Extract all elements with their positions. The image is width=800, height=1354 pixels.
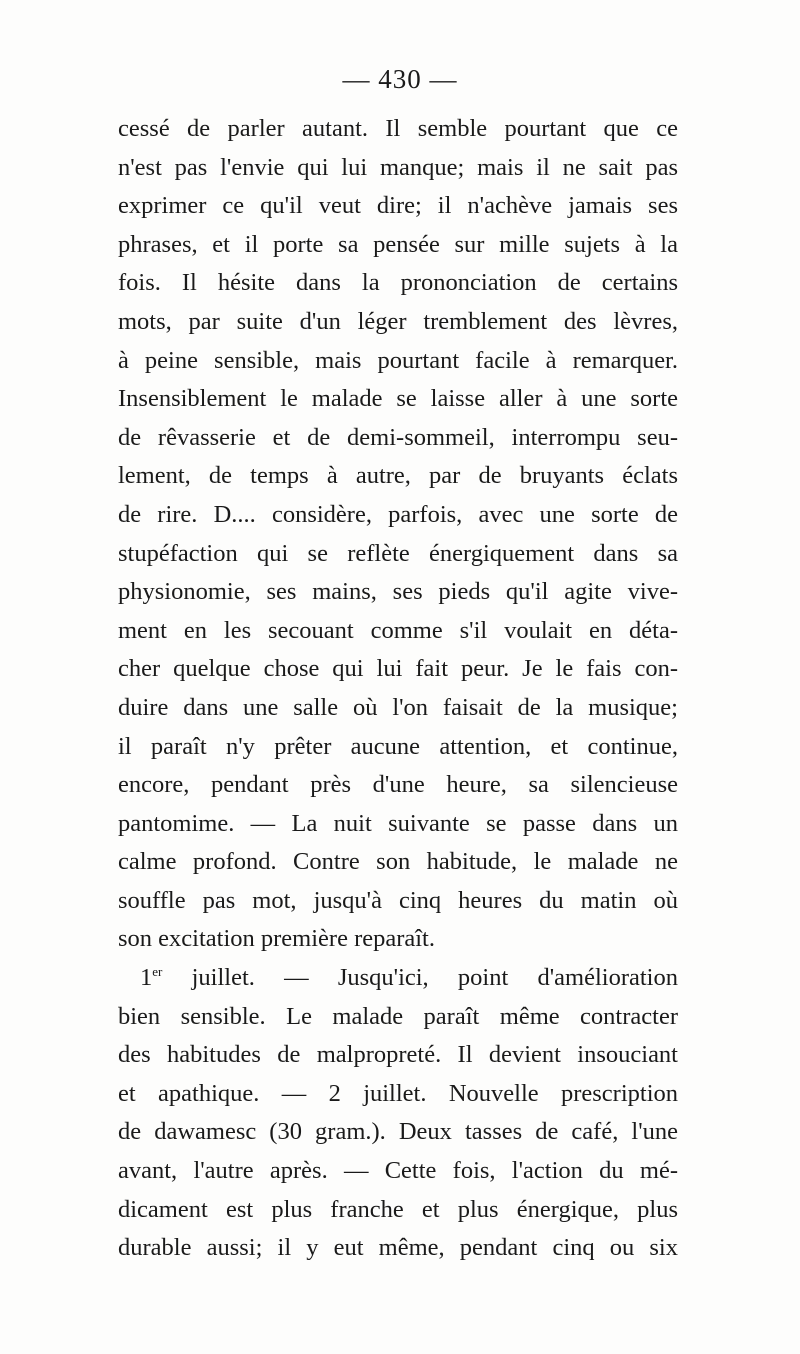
- text-line: duire dans une salle où l'on faisait de la musique;: [118, 693, 678, 721]
- text-line: durable aussi; il y eut même, pendant cinq ou six: [118, 1234, 678, 1262]
- text-line: avant, l'autre après. — Cette fois, l'action du mé-: [118, 1157, 678, 1185]
- text-line: cher quelque chose qui lui fait peur. Je le fais con-: [118, 655, 678, 683]
- date-line-text: juillet. — Jusqu'ici, point d'amélioration: [162, 964, 678, 992]
- date-superscript: er: [152, 964, 163, 980]
- text-line: calme profond. Contre son habitude, le malade ne: [118, 848, 678, 876]
- text-line: à peine sensible, mais pourtant facile à remarquer.: [118, 346, 678, 374]
- text-line: il paraît n'y prêter aucune attention, et continue,: [118, 732, 678, 760]
- text-line: encore, pendant près d'une heure, sa silencieuse: [118, 771, 678, 799]
- text-line: de rire. D.... considère, parfois, avec une sorte de: [118, 500, 678, 528]
- date-line: [118, 959, 678, 998]
- text-line: de rêvasserie et de demi-sommeil, interrompu seu-: [118, 423, 678, 451]
- text-line: et apathique. — 2 juillet. Nouvelle prescription: [118, 1079, 678, 1107]
- body-text: [118, 110, 678, 1268]
- text-line: mots, par suite d'un léger tremblement des lèvres,: [118, 307, 678, 335]
- text-line: exprimer ce qu'il veut dire; il n'achève jamais ses: [118, 192, 678, 220]
- text-line: physionomie, ses mains, ses pieds qu'il agite vive-: [118, 578, 678, 606]
- text-line: bien sensible. Le malade paraît même contracter: [118, 1002, 678, 1030]
- text-line: pantomime. — La nuit suivante se passe dans un: [118, 809, 678, 837]
- text-line: son excitation première reparaît.: [118, 925, 435, 953]
- text-line: dicament est plus franche et plus énergique, plus: [118, 1195, 678, 1223]
- text-line: ment en les secouant comme s'il voulait en déta-: [118, 616, 678, 644]
- text-line: stupéfaction qui se reflète énergiquement dans sa: [118, 539, 678, 567]
- text-line: n'est pas l'envie qui lui manque; mais il ne sait pas: [118, 153, 678, 181]
- page-number: — 430 —: [342, 64, 458, 94]
- text-line: cessé de parler autant. Il semble pourtant que ce: [118, 115, 678, 142]
- text-line: phrases, et il porte sa pensée sur mille sujets à la: [118, 230, 678, 258]
- text-line: fois. Il hésite dans la prononciation de certains: [118, 269, 678, 297]
- text-line: Insensiblement le malade se laisse aller à une sorte: [118, 385, 678, 413]
- date-number: 1: [140, 964, 153, 992]
- text-line: de dawamesc (30 gram.). Deux tasses de café, l'une: [118, 1118, 678, 1146]
- text-line: des habitudes de malpropreté. Il devient insouciant: [118, 1041, 678, 1069]
- text-line: lement, de temps à autre, par de bruyants éclats: [118, 462, 678, 490]
- text-line: souffle pas mot, jusqu'à cinq heures du matin où: [118, 886, 678, 914]
